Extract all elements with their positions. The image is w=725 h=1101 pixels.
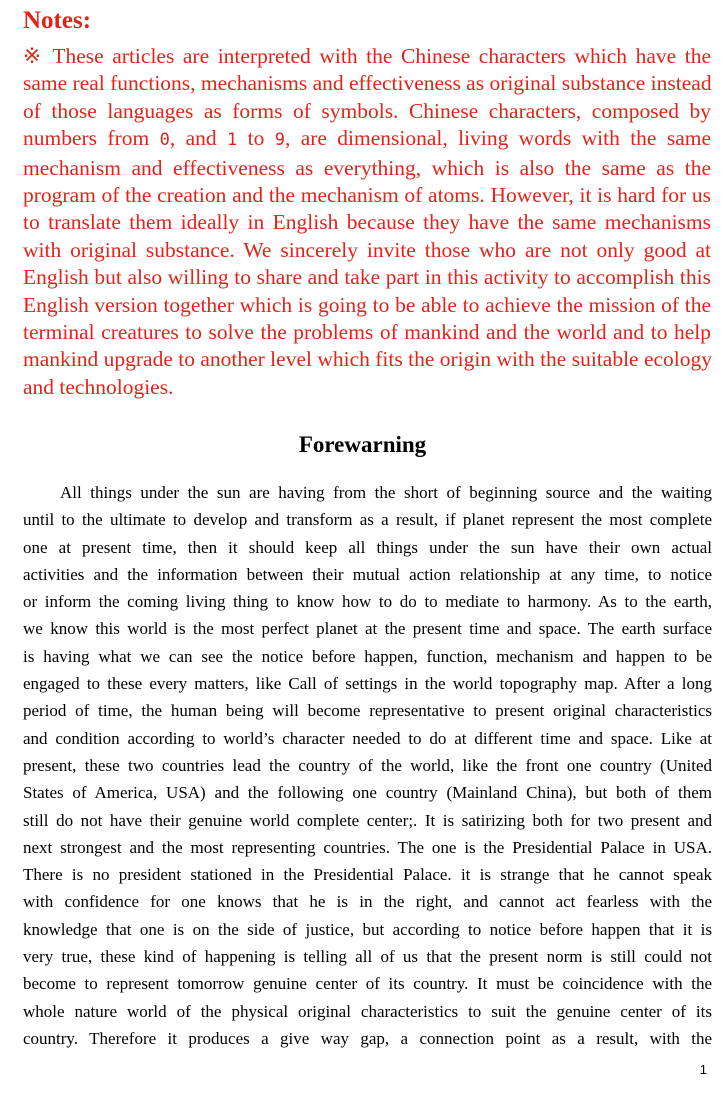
digit-one: 1 [226,130,238,151]
body-line: or inform the coming living thing to know how to do to mediate to harmony. As to the earth, [23,592,712,612]
notes-paragraph [23,43,711,401]
body-line: activities and the information between their mutual action relationship at any time, to notice [23,564,712,584]
body-line: present, these two countries lead the country of the world, like the front one country (United [23,755,712,775]
body-line: There is no president stationed in the Presidential Palace. it is strange that he cannot speak [23,865,712,885]
notes-line: same real functions, mechanisms and effectiveness as original substance instead [23,71,712,96]
notes-line: English but also willing to share and take part in this activity to accomplish this [23,265,711,290]
notes-line: ※ These articles are interpreted with the Chinese characters which have the [23,44,711,68]
body-line: whole nature world of the physical original characteristics to suit the genuine center of its [23,1001,712,1021]
body-line: is having what we can see the notice before happen, function, mechanism and happen to be [23,646,712,666]
body-line: All things under the sun are having from the short of beginning source and the waiting [60,483,712,502]
body-line: until to the ultimate to develop and transform as a result, if planet represent the most complete [23,510,712,530]
notes-text: , are dimensional, living words with the same [284,126,711,151]
body-line: States of America, USA) and the following one country (Mainland China), but both of them [23,783,712,803]
body-paragraph [23,479,712,1052]
body-line: we know this world is the most perfect planet at the present time and space. The earth surface [23,619,712,639]
page-number: 1 [699,1062,707,1077]
digit-zero: 0 [159,130,170,151]
body-line: period of time, the human being will become representative to present original characteristics [23,701,712,721]
notes-line [23,155,711,182]
digit-nine: 9 [274,130,285,151]
notes-line: and technologies. [23,374,174,399]
notes-line: with original substance. We sincerely invite those who are not only good at [23,237,711,262]
notes-line: English version together which is going to be able to achieve the mission of the [23,292,711,317]
notes-line-with-digits [23,125,711,154]
body-line: become to represent tomorrow genuine center of its country. It must be coincidence with the [23,974,712,994]
notes-text: and effectiveness as everything, which is also the same as the [131,155,711,180]
notes-line: terminal creatures to solve the problems of mankind and the world and to help [23,320,711,345]
notes-heading: Notes: [23,7,92,34]
body-line: with confidence for one knows that he is in the right, and cannot act fearless with the [23,892,712,912]
body-line: knowledge that one is on the side of justice, but according to notice before happen that it is [23,919,712,939]
notes-text: numbers from [23,126,160,151]
notes-line: program of the creation and the mechanism of atoms. However, it is hard for us [23,183,711,208]
notes-text: , and [169,126,227,151]
body-line: next strongest and the most representing countries. The one is the Presidential Palace in USA. [23,837,712,857]
notes-line: of those languages as forms of symbols. Chinese characters, composed by [23,98,711,123]
body-line: still do not have their genuine world complete center;. It is satirizing both for two present and [23,810,712,830]
body-line: and condition according to world’s character needed to do at different time and space. Like at [23,728,712,748]
notes-text: to [237,126,275,151]
body-line: very true, these kind of happening is telling all of us that the present norm is still could not [23,947,712,967]
section-title: Forewarning [298,432,427,457]
notes-text: mechanism [23,155,132,180]
body-line: country. Therefore it produces a give way gap, a connection point as a result, with the [23,1028,712,1048]
body-line: engaged to these every matters, like Call of settings in the world topography map. After a long [23,674,712,694]
notes-line: to translate them ideally in English because they have the same mechanisms [23,210,711,235]
body-line: one at present time, then it should keep all things under the sun have their own actual [23,537,712,557]
notes-line: mankind upgrade to another level which fits the origin with the suitable ecology [23,347,713,372]
